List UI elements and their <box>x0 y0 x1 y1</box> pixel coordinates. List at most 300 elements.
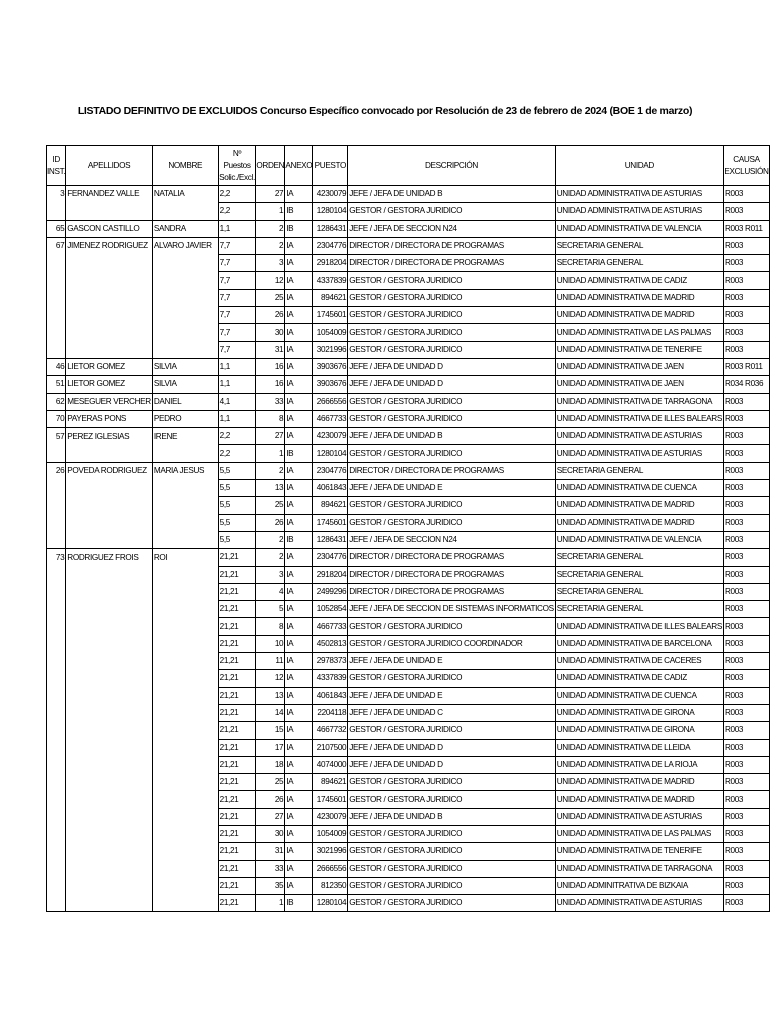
cell-puestos: 21,21 <box>218 583 256 600</box>
cell-orden: 3 <box>256 566 285 583</box>
table-row <box>47 289 770 306</box>
cell-puesto: 2499296 <box>313 583 348 600</box>
table-row <box>47 428 770 445</box>
table-row <box>47 739 770 756</box>
cell-anexo: IA <box>285 808 313 825</box>
cell-orden: 2 <box>256 462 285 479</box>
cell-orden: 12 <box>256 272 285 289</box>
cell-id: 3 <box>47 186 66 203</box>
cell-puesto: 4230079 <box>313 186 348 203</box>
cell-apellidos: LIETOR GOMEZ <box>66 376 153 393</box>
cell-nombre <box>152 860 218 877</box>
cell-id <box>47 307 66 324</box>
cell-puestos: 21,21 <box>218 670 256 687</box>
cell-orden: 2 <box>256 531 285 548</box>
table-row <box>47 601 770 618</box>
cell-nombre <box>152 324 218 341</box>
cell-nombre <box>152 618 218 635</box>
cell-causa: R003 <box>723 289 769 306</box>
cell-apellidos <box>66 756 153 773</box>
cell-anexo: IA <box>285 860 313 877</box>
cell-descripcion: JEFE / JEFA DE UNIDAD E <box>348 653 556 670</box>
cell-id <box>47 756 66 773</box>
cell-puestos: 21,21 <box>218 601 256 618</box>
cell-nombre <box>152 583 218 600</box>
cell-nombre: SANDRA <box>152 220 218 237</box>
cell-orden: 2 <box>256 549 285 566</box>
cell-orden: 14 <box>256 704 285 721</box>
cell-puestos: 5,5 <box>218 497 256 514</box>
cell-puesto: 4074000 <box>313 756 348 773</box>
cell-puesto: 2304776 <box>313 237 348 254</box>
cell-id <box>47 877 66 894</box>
table-row <box>47 722 770 739</box>
cell-puesto: 2666556 <box>313 393 348 410</box>
cell-causa: R003 <box>723 843 769 860</box>
cell-puesto: 2666556 <box>313 860 348 877</box>
cell-apellidos <box>66 497 153 514</box>
cell-apellidos <box>66 808 153 825</box>
cell-puestos: 1,1 <box>218 220 256 237</box>
table-row <box>47 514 770 531</box>
cell-unidad: SECRETARIA GENERAL <box>555 237 723 254</box>
table-row <box>47 825 770 842</box>
table-row <box>47 376 770 393</box>
cell-orden: 27 <box>256 428 285 445</box>
cell-descripcion: GESTOR / GESTORA JURIDICO <box>348 410 556 427</box>
cell-descripcion: GESTOR / GESTORA JURIDICO <box>348 791 556 808</box>
cell-causa: R003 R011 <box>723 358 769 375</box>
cell-orden: 27 <box>256 808 285 825</box>
table-header-row <box>47 146 770 186</box>
cell-descripcion: JEFE / JEFA DE UNIDAD E <box>348 687 556 704</box>
cell-nombre: IRENE <box>152 428 218 445</box>
cell-puestos: 7,7 <box>218 289 256 306</box>
cell-apellidos <box>66 480 153 497</box>
cell-descripcion: DIRECTOR / DIRECTORA DE PROGRAMAS <box>348 566 556 583</box>
cell-apellidos <box>66 203 153 220</box>
cell-orden: 8 <box>256 410 285 427</box>
table-row <box>47 307 770 324</box>
cell-anexo: IA <box>285 756 313 773</box>
header-descripcion: DESCRIPCIÓN <box>348 146 556 186</box>
cell-unidad: UNIDAD ADMINISTRATIVA DE LAS PALMAS <box>555 324 723 341</box>
cell-nombre: PEDRO <box>152 410 218 427</box>
cell-puesto: 1280104 <box>313 203 348 220</box>
table-row <box>47 410 770 427</box>
cell-id <box>47 531 66 548</box>
cell-nombre: DANIEL <box>152 393 218 410</box>
table-row <box>47 445 770 462</box>
cell-descripcion: GESTOR / GESTORA JURIDICO <box>348 877 556 894</box>
cell-unidad: UNIDAD ADMINISTRATIVA DE MADRID <box>555 307 723 324</box>
cell-puesto: 4502813 <box>313 635 348 652</box>
cell-apellidos <box>66 653 153 670</box>
cell-id <box>47 860 66 877</box>
cell-unidad: SECRETARIA GENERAL <box>555 583 723 600</box>
cell-nombre <box>152 289 218 306</box>
cell-id <box>47 272 66 289</box>
cell-descripcion: JEFE / JEFA DE UNIDAD D <box>348 358 556 375</box>
header-apellidos: APELLIDOS <box>66 146 153 186</box>
cell-apellidos <box>66 722 153 739</box>
cell-puestos: 1,1 <box>218 376 256 393</box>
cell-nombre <box>152 341 218 358</box>
cell-causa: R003 <box>723 601 769 618</box>
table-row <box>47 583 770 600</box>
cell-descripcion: GESTOR / GESTORA JURIDICO <box>348 307 556 324</box>
cell-apellidos <box>66 618 153 635</box>
cell-nombre <box>152 272 218 289</box>
cell-causa: R003 <box>723 497 769 514</box>
cell-puestos: 7,7 <box>218 255 256 272</box>
cell-descripcion: JEFE / JEFA DE SECCION DE SISTEMAS INFORMATICOS <box>348 601 556 618</box>
cell-apellidos <box>66 307 153 324</box>
cell-descripcion: DIRECTOR / DIRECTORA DE PROGRAMAS <box>348 237 556 254</box>
cell-puesto: 2304776 <box>313 462 348 479</box>
cell-nombre <box>152 255 218 272</box>
cell-puesto: 1052854 <box>313 601 348 618</box>
cell-descripcion: GESTOR / GESTORA JURIDICO <box>348 843 556 860</box>
cell-puestos: 21,21 <box>218 653 256 670</box>
cell-causa: R003 <box>723 687 769 704</box>
table-row <box>47 791 770 808</box>
cell-id <box>47 895 66 912</box>
cell-apellidos: MESEGUER VERCHER <box>66 393 153 410</box>
cell-nombre: SILVIA <box>152 376 218 393</box>
cell-puestos: 21,21 <box>218 791 256 808</box>
header-puesto: PUESTO <box>313 146 348 186</box>
cell-anexo: IA <box>285 514 313 531</box>
cell-orden: 26 <box>256 791 285 808</box>
cell-unidad: UNIDAD ADMINISTRATIVA DE JAEN <box>555 358 723 375</box>
cell-descripcion: GESTOR / GESTORA JURIDICO <box>348 324 556 341</box>
cell-id <box>47 825 66 842</box>
cell-nombre <box>152 307 218 324</box>
table-row <box>47 808 770 825</box>
cell-puestos: 1,1 <box>218 358 256 375</box>
cell-puestos: 21,21 <box>218 739 256 756</box>
cell-causa: R003 <box>723 549 769 566</box>
cell-id: 67 <box>47 237 66 254</box>
cell-descripcion: GESTOR / GESTORA JURIDICO <box>348 514 556 531</box>
cell-orden: 11 <box>256 653 285 670</box>
cell-anexo: IA <box>285 722 313 739</box>
cell-apellidos <box>66 687 153 704</box>
cell-descripcion: GESTOR / GESTORA JURIDICO <box>348 272 556 289</box>
cell-apellidos <box>66 255 153 272</box>
cell-causa: R003 <box>723 704 769 721</box>
cell-puestos: 5,5 <box>218 531 256 548</box>
cell-orden: 16 <box>256 376 285 393</box>
cell-puestos: 21,21 <box>218 722 256 739</box>
cell-anexo: IB <box>285 203 313 220</box>
table-row <box>47 358 770 375</box>
cell-id <box>47 324 66 341</box>
cell-apellidos <box>66 583 153 600</box>
cell-orden: 5 <box>256 601 285 618</box>
cell-orden: 31 <box>256 843 285 860</box>
cell-causa: R003 <box>723 895 769 912</box>
cell-unidad: UNIDAD ADMINISTRATIVA DE BARCELONA <box>555 635 723 652</box>
cell-causa: R003 <box>723 756 769 773</box>
cell-unidad: UNIDAD ADMINISTRATIVA DE TENERIFE <box>555 843 723 860</box>
cell-unidad: UNIDAD ADMINISTRATIVA DE ASTURIAS <box>555 895 723 912</box>
cell-descripcion: JEFE / JEFA DE UNIDAD B <box>348 808 556 825</box>
table-row <box>47 203 770 220</box>
cell-id <box>47 791 66 808</box>
cell-anexo: IA <box>285 341 313 358</box>
cell-puesto: 1054009 <box>313 825 348 842</box>
cell-unidad: UNIDAD ADMINISTRATIVA DE TARRAGONA <box>555 860 723 877</box>
cell-apellidos <box>66 860 153 877</box>
cell-anexo: IA <box>285 324 313 341</box>
cell-anexo: IA <box>285 186 313 203</box>
cell-anexo: IA <box>285 358 313 375</box>
cell-nombre <box>152 704 218 721</box>
cell-descripcion: GESTOR / GESTORA JURIDICO <box>348 670 556 687</box>
cell-unidad: UNIDAD ADMINISTRATIVA DE MADRID <box>555 774 723 791</box>
cell-orden: 33 <box>256 393 285 410</box>
header-unidad: UNIDAD <box>555 146 723 186</box>
cell-descripcion: GESTOR / GESTORA JURIDICO <box>348 341 556 358</box>
cell-puestos: 21,21 <box>218 895 256 912</box>
cell-unidad: UNIDAD ADMINISTRATIVA DE ASTURIAS <box>555 808 723 825</box>
cell-id <box>47 566 66 583</box>
cell-nombre: ROI <box>152 549 218 566</box>
table-row <box>47 774 770 791</box>
cell-apellidos <box>66 445 153 462</box>
cell-puesto: 1286431 <box>313 220 348 237</box>
cell-puesto: 3021996 <box>313 843 348 860</box>
cell-nombre: SILVIA <box>152 358 218 375</box>
cell-descripcion: GESTOR / GESTORA JURIDICO <box>348 497 556 514</box>
cell-causa: R003 <box>723 653 769 670</box>
cell-causa: R003 <box>723 462 769 479</box>
cell-apellidos: PAYERAS PONS <box>66 410 153 427</box>
cell-puestos: 7,7 <box>218 307 256 324</box>
table-row <box>47 860 770 877</box>
cell-puestos: 4,1 <box>218 393 256 410</box>
cell-puestos: 21,21 <box>218 756 256 773</box>
cell-apellidos: FERNANDEZ VALLE <box>66 186 153 203</box>
cell-nombre <box>152 808 218 825</box>
cell-puesto: 3903676 <box>313 358 348 375</box>
cell-unidad: UNIDAD ADMINISTRATIVA DE TARRAGONA <box>555 393 723 410</box>
cell-unidad: UNIDAD ADMINISTRATIVA DE CADIZ <box>555 670 723 687</box>
cell-puestos: 21,21 <box>218 618 256 635</box>
cell-id <box>47 653 66 670</box>
cell-puestos: 21,21 <box>218 843 256 860</box>
cell-causa: R003 <box>723 583 769 600</box>
table-row <box>47 393 770 410</box>
cell-id: 62 <box>47 393 66 410</box>
cell-puesto: 894621 <box>313 497 348 514</box>
cell-id <box>47 203 66 220</box>
cell-orden: 18 <box>256 756 285 773</box>
cell-id <box>47 618 66 635</box>
cell-puesto: 1745601 <box>313 514 348 531</box>
cell-apellidos <box>66 791 153 808</box>
cell-nombre <box>152 566 218 583</box>
cell-descripcion: GESTOR / GESTORA JURIDICO <box>348 289 556 306</box>
cell-apellidos <box>66 635 153 652</box>
cell-puesto: 1054009 <box>313 324 348 341</box>
cell-orden: 25 <box>256 774 285 791</box>
cell-nombre <box>152 825 218 842</box>
cell-apellidos <box>66 739 153 756</box>
cell-puestos: 5,5 <box>218 480 256 497</box>
cell-nombre: NATALIA <box>152 186 218 203</box>
cell-descripcion: JEFE / JEFA DE UNIDAD B <box>348 186 556 203</box>
cell-puesto: 2204118 <box>313 704 348 721</box>
cell-unidad: UNIDAD ADMINISTRATIVA DE ILLES BALEARS <box>555 410 723 427</box>
table-row <box>47 324 770 341</box>
cell-nombre <box>152 843 218 860</box>
cell-apellidos <box>66 324 153 341</box>
cell-puestos: 21,21 <box>218 774 256 791</box>
table-row <box>47 566 770 583</box>
cell-descripcion: JEFE / JEFA DE UNIDAD D <box>348 756 556 773</box>
cell-causa: R003 R011 <box>723 220 769 237</box>
cell-unidad: UNIDAD ADMINISTRATIVA DE GIRONA <box>555 704 723 721</box>
cell-puestos: 2,2 <box>218 428 256 445</box>
cell-puesto: 4230079 <box>313 808 348 825</box>
cell-nombre <box>152 531 218 548</box>
cell-apellidos <box>66 601 153 618</box>
cell-descripcion: GESTOR / GESTORA JURIDICO <box>348 722 556 739</box>
cell-apellidos <box>66 341 153 358</box>
cell-nombre <box>152 670 218 687</box>
cell-nombre <box>152 877 218 894</box>
cell-anexo: IA <box>285 653 313 670</box>
cell-causa: R003 <box>723 255 769 272</box>
cell-puesto: 4667732 <box>313 722 348 739</box>
table-row <box>47 272 770 289</box>
cell-anexo: IA <box>285 237 313 254</box>
cell-unidad: UNIDAD ADMINISTRATIVA DE LLEIDA <box>555 739 723 756</box>
cell-unidad: UNIDAD ADMINISTRATIVA DE LA RIOJA <box>555 756 723 773</box>
cell-nombre <box>152 203 218 220</box>
cell-causa: R003 <box>723 531 769 548</box>
cell-puestos: 2,2 <box>218 445 256 462</box>
cell-anexo: IA <box>285 618 313 635</box>
cell-nombre: ALVARO JAVIER <box>152 237 218 254</box>
cell-descripcion: JEFE / JEFA DE UNIDAD C <box>348 704 556 721</box>
cell-anexo: IA <box>285 289 313 306</box>
cell-unidad: UNIDAD ADMINISTRATIVA DE ASTURIAS <box>555 186 723 203</box>
cell-causa: R003 <box>723 237 769 254</box>
table-row <box>47 237 770 254</box>
cell-puestos: 21,21 <box>218 549 256 566</box>
cell-descripcion: GESTOR / GESTORA JURIDICO <box>348 203 556 220</box>
table-row <box>47 653 770 670</box>
cell-unidad: UNIDAD ADMINISTRATIVA DE CADIZ <box>555 272 723 289</box>
cell-anexo: IA <box>285 376 313 393</box>
cell-id <box>47 601 66 618</box>
cell-descripcion: GESTOR / GESTORA JURIDICO <box>348 393 556 410</box>
cell-puesto: 4061843 <box>313 480 348 497</box>
cell-orden: 35 <box>256 877 285 894</box>
cell-nombre <box>152 445 218 462</box>
cell-descripcion: GESTOR / GESTORA JURIDICO <box>348 445 556 462</box>
cell-puesto: 4337839 <box>313 670 348 687</box>
table-row <box>47 704 770 721</box>
cell-id <box>47 687 66 704</box>
cell-orden: 10 <box>256 635 285 652</box>
cell-puesto: 1286431 <box>313 531 348 548</box>
table-row <box>47 480 770 497</box>
cell-unidad: UNIDAD ADMINISTRATIVA DE VALENCIA <box>555 531 723 548</box>
cell-anexo: IA <box>285 393 313 410</box>
cell-puestos: 2,2 <box>218 203 256 220</box>
excluded-table <box>46 145 770 912</box>
cell-puestos: 7,7 <box>218 324 256 341</box>
cell-causa: R003 <box>723 877 769 894</box>
cell-unidad: UNIDAD ADMINISTRATIVA DE ASTURIAS <box>555 203 723 220</box>
cell-apellidos <box>66 825 153 842</box>
cell-puestos: 5,5 <box>218 462 256 479</box>
cell-anexo: IA <box>285 307 313 324</box>
cell-descripcion: GESTOR / GESTORA JURIDICO <box>348 825 556 842</box>
cell-descripcion: JEFE / JEFA DE UNIDAD B <box>348 428 556 445</box>
cell-causa: R003 <box>723 860 769 877</box>
cell-id <box>47 514 66 531</box>
cell-orden: 13 <box>256 687 285 704</box>
cell-causa: R003 <box>723 514 769 531</box>
cell-nombre: MARIA JESUS <box>152 462 218 479</box>
cell-causa: R003 <box>723 739 769 756</box>
cell-nombre <box>152 480 218 497</box>
cell-unidad: UNIDAD ADMINISTRATIVA DE MADRID <box>555 289 723 306</box>
cell-id: 46 <box>47 358 66 375</box>
cell-anexo: IA <box>285 272 313 289</box>
table-row <box>47 687 770 704</box>
cell-nombre <box>152 774 218 791</box>
cell-orden: 30 <box>256 324 285 341</box>
cell-anexo: IB <box>285 531 313 548</box>
cell-unidad: SECRETARIA GENERAL <box>555 462 723 479</box>
cell-orden: 15 <box>256 722 285 739</box>
cell-causa: R003 <box>723 566 769 583</box>
cell-orden: 2 <box>256 237 285 254</box>
cell-orden: 25 <box>256 289 285 306</box>
cell-id <box>47 445 66 462</box>
cell-puesto: 2918204 <box>313 255 348 272</box>
cell-anexo: IB <box>285 895 313 912</box>
cell-puesto: 2107500 <box>313 739 348 756</box>
cell-nombre <box>152 514 218 531</box>
cell-unidad: UNIDAD ADMINISTRATIVA DE ILLES BALEARS <box>555 618 723 635</box>
cell-id <box>47 635 66 652</box>
cell-apellidos <box>66 531 153 548</box>
cell-id <box>47 583 66 600</box>
cell-descripcion: JEFE / JEFA DE UNIDAD E <box>348 480 556 497</box>
cell-puesto: 894621 <box>313 289 348 306</box>
cell-apellidos <box>66 774 153 791</box>
cell-causa: R003 <box>723 203 769 220</box>
cell-id: 51 <box>47 376 66 393</box>
cell-id <box>47 497 66 514</box>
cell-id <box>47 341 66 358</box>
cell-anexo: IB <box>285 220 313 237</box>
cell-apellidos: JIMENEZ RODRIGUEZ <box>66 237 153 254</box>
cell-unidad: UNIDAD ADMINISTRATIVA DE TENERIFE <box>555 341 723 358</box>
table-row <box>47 255 770 272</box>
cell-orden: 13 <box>256 480 285 497</box>
cell-apellidos <box>66 877 153 894</box>
cell-unidad: UNIDAD ADMINISTRATIVA DE CUENCA <box>555 687 723 704</box>
